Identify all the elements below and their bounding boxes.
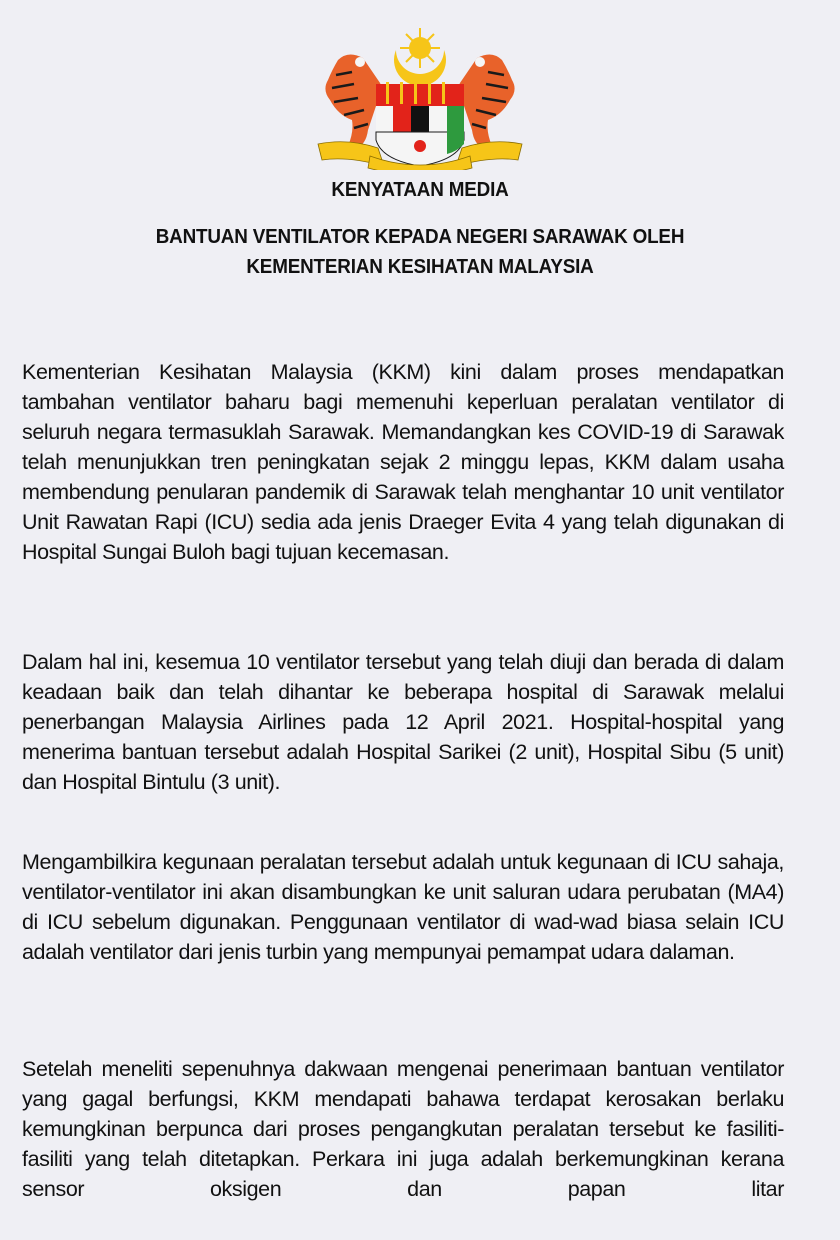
paragraph-2: Dalam hal ini, kesemua 10 ventilator tersebut yang telah diuji dan berada di dalam keadaan baik dan telah dihantar ke beberapa hospital di Sarawak melalui penerbangan Malaysia Airlines pada 12 April 2021. Hospital-hospital yang menerima bantuan tersebut adalah Hospital Sarikei (2 unit), Hospital Sibu (5 unit) dan Hospital Bintulu (3 unit). (22, 649, 784, 794)
document-label: KENYATAAN MEDIA (331, 178, 509, 201)
crest-icon (308, 20, 532, 170)
title-line-2: KEMENTERIAN KESIHATAN MALAYSIA (246, 255, 594, 278)
coat-of-arms-logo (308, 20, 532, 170)
document-title (34, 222, 807, 282)
title-line-1: BANTUAN VENTILATOR KEPADA NEGERI SARAWAK OLEH (155, 225, 685, 248)
paragraph-4: Setelah meneliti sepenuhnya dakwaan mengenai penerimaan bantuan ventilator yang gagal berfungsi, KKM mendapati bahawa terdapat kerosakan berlaku kemungkinan berpunca dari proses pengangkutan peralatan tersebut ke fasiliti-fasiliti yang telah ditetapkan. Perkara ini juga adalah berkemungkinan kerana sensor oksigen dan papan litar (22, 1056, 784, 1201)
paragraph-1: Kementerian Kesihatan Malaysia (KKM) kini dalam proses mendapatkan tambahan ventilator baharu bagi memenuhi keperluan peralatan ventilator di seluruh negara termasuklah Sarawak. Memandangkan kes COVID-19 di Sarawak telah menunjukkan tren peningkatan sejak 2 minggu lepas, KKM dalam usaha membendung penularan pandemik di Sarawak telah menghantar 10 unit ventilator Unit Rawatan Rapi (ICU) sedia ada jenis Draeger Evita 4 yang telah digunakan di Hospital Sungai Buloh bagi tujuan kecemasan. (22, 359, 784, 564)
paragraph-3: Mengambilkira kegunaan peralatan tersebut adalah untuk kegunaan di ICU sahaja, ventilator-ventilator ini akan disambungkan ke unit saluran udara perubatan (MA4) di ICU sebelum digunakan. Penggunaan ventilator di wad-wad biasa selain ICU adalah ventilator dari jenis turbin yang mempunyai pemampat udara dalaman. (22, 849, 784, 964)
